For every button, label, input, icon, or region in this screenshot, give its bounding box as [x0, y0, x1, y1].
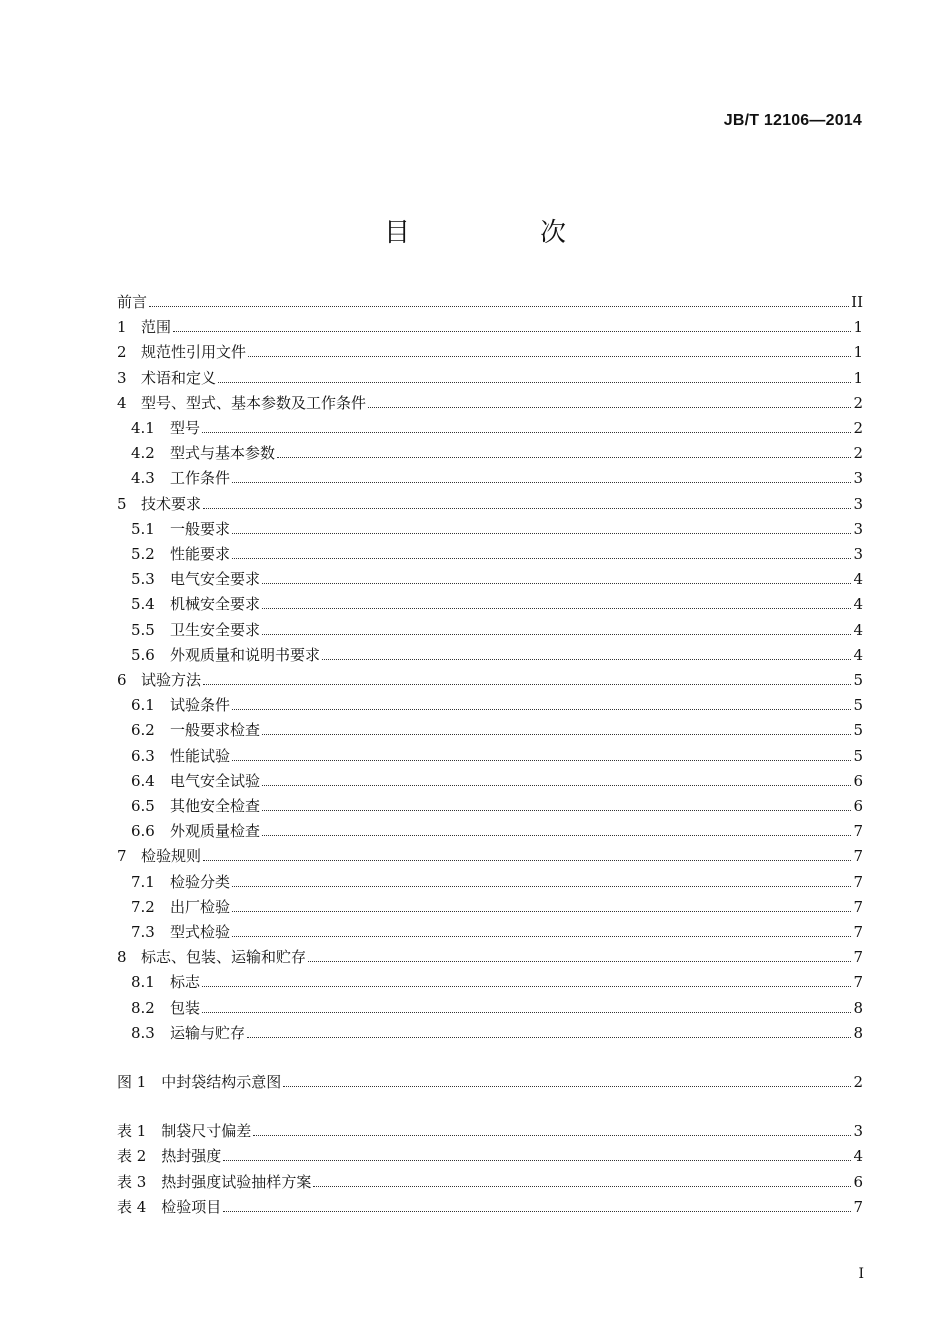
- entry-label: 标志、包装、运输和贮存: [141, 948, 307, 967]
- dot-leader: [248, 356, 851, 357]
- entry-label: 外观质量和说明书要求: [170, 645, 321, 664]
- entry-number: 5.4: [131, 595, 155, 614]
- entry-page-number: 5: [853, 696, 863, 715]
- toc-entry[interactable]: [117, 466, 863, 488]
- toc-entry[interactable]: [117, 844, 863, 866]
- toc-entry[interactable]: [117, 391, 863, 413]
- entry-page-number: 7: [853, 923, 863, 941]
- dot-leader: [232, 709, 851, 710]
- entry-number: 2: [117, 343, 127, 362]
- toc-entry[interactable]: [117, 643, 863, 665]
- entry-number: 5.2: [131, 545, 155, 563]
- entry-number: 1: [117, 318, 127, 337]
- entry-page-number: 3: [853, 494, 863, 513]
- dot-leader: [277, 457, 851, 458]
- entry-number: 4: [117, 393, 127, 412]
- entry-page-number: 2: [853, 393, 863, 412]
- entry-number: 6.2: [131, 721, 155, 740]
- entry-page-number: 4: [853, 595, 863, 614]
- entry-label: 一般要求检查: [170, 721, 261, 740]
- entry-page-number: 8: [853, 1023, 863, 1042]
- entry-label: 表 1 制袋尺寸偏差: [117, 1122, 252, 1141]
- dot-leader: [283, 1086, 851, 1087]
- entry-label: 型号、型式、基本参数及工作条件: [141, 393, 367, 412]
- entry-label: 试验方法: [141, 671, 202, 689]
- entry-label: 试验条件: [170, 696, 231, 715]
- entry-page-number: 1: [853, 318, 863, 337]
- toc-entry[interactable]: [117, 794, 863, 816]
- dot-leader: [262, 634, 851, 635]
- toc-entry[interactable]: [117, 340, 863, 362]
- dot-leader: [262, 734, 851, 735]
- dot-leader: [203, 684, 851, 685]
- entry-label: 外观质量检查: [170, 822, 261, 841]
- entry-number: 6.6: [131, 822, 155, 841]
- entry-page-number: 7: [853, 897, 863, 916]
- entry-page-number: 4: [853, 645, 863, 664]
- toc-entry[interactable]: [117, 315, 863, 337]
- entry-number: 6.3: [131, 746, 155, 765]
- entry-page-number: 4: [853, 620, 863, 639]
- entry-number: 6.5: [131, 797, 155, 815]
- entry-label: 包装: [170, 998, 201, 1017]
- table-entry[interactable]: [117, 1170, 863, 1192]
- entry-label: 技术要求: [141, 494, 202, 513]
- page-folio: I: [858, 1266, 864, 1282]
- entry-page-number: 7: [853, 1197, 863, 1216]
- entry-label: 型式检验: [170, 923, 231, 941]
- toc-entry[interactable]: [117, 996, 863, 1018]
- dot-leader: [218, 382, 851, 383]
- entry-label: 性能试验: [170, 746, 231, 765]
- entry-number: 6.4: [131, 771, 155, 790]
- toc-entry[interactable]: [117, 567, 863, 589]
- entry-number: 8: [117, 948, 127, 967]
- entry-page-number: 7: [853, 973, 863, 992]
- entry-page-number: 3: [853, 519, 863, 538]
- entry-label: 运输与贮存: [170, 1023, 246, 1042]
- entry-page-number: 6: [853, 797, 863, 815]
- entry-number: 6.1: [131, 696, 155, 715]
- entry-page-number: 6: [853, 1172, 863, 1191]
- entry-number: 5.1: [131, 519, 155, 538]
- toc-entry[interactable]: [117, 895, 863, 917]
- table-entry[interactable]: [117, 1144, 863, 1166]
- entry-page-number: 2: [853, 1073, 863, 1091]
- entry-label: 标志: [170, 973, 201, 992]
- entry-page-number: 7: [853, 847, 863, 866]
- toc-entry[interactable]: [117, 769, 863, 791]
- entry-label: 工作条件: [170, 469, 231, 488]
- entry-number: 4.3: [131, 469, 155, 488]
- page-title: 目 次: [383, 218, 618, 248]
- entry-page-number: 3: [853, 545, 863, 563]
- entry-page-number: 8: [853, 998, 863, 1017]
- entry-number: 7.1: [131, 872, 155, 891]
- entry-label: 范围: [141, 318, 172, 337]
- dot-leader: [223, 1211, 851, 1212]
- entry-page-number: 2: [853, 444, 863, 463]
- dot-leader: [202, 986, 851, 987]
- standard-number: JB/T 12106—2014: [723, 112, 862, 129]
- dot-leader: [202, 1012, 851, 1013]
- dot-leader: [262, 810, 851, 811]
- dot-leader: [322, 659, 851, 660]
- dot-leader: [232, 533, 851, 534]
- entry-page-number: 4: [853, 570, 863, 589]
- toc-entry[interactable]: [117, 517, 863, 539]
- toc-entry[interactable]: [117, 744, 863, 766]
- entry-page-number: 3: [853, 469, 863, 488]
- entry-label: 出厂检验: [170, 897, 231, 916]
- toc-entry[interactable]: [117, 693, 863, 715]
- toc-entry[interactable]: [117, 668, 863, 690]
- table-entry[interactable]: [117, 1119, 863, 1141]
- entry-label: 表 3 热封强度试验抽样方案: [117, 1172, 312, 1191]
- dot-leader: [173, 331, 851, 332]
- entry-label: 检验规则: [141, 847, 202, 866]
- entry-page-number: 1: [853, 368, 863, 387]
- toc-entry[interactable]: [117, 290, 863, 312]
- entry-label: 电气安全要求: [170, 570, 261, 589]
- entry-page-number: 4: [853, 1147, 863, 1166]
- entry-page-number: 1: [853, 343, 863, 362]
- entry-label: 图 1 中封袋结构示意图: [117, 1073, 282, 1091]
- toc-entry[interactable]: [117, 416, 863, 438]
- entry-label: 电气安全试验: [170, 771, 261, 790]
- dot-leader: [308, 961, 851, 962]
- dot-leader: [232, 936, 851, 937]
- figure-entry[interactable]: [117, 1070, 863, 1092]
- dot-leader: [232, 558, 851, 559]
- entry-label: 机械安全要求: [170, 595, 261, 614]
- entry-label: 型号: [170, 419, 201, 437]
- entry-label: 性能要求: [170, 545, 231, 563]
- dot-leader: [368, 407, 851, 408]
- entry-page-number: 7: [853, 872, 863, 891]
- toc-entry[interactable]: [117, 920, 863, 942]
- entry-number: 5.3: [131, 570, 155, 589]
- entry-page-number: II: [851, 293, 863, 311]
- dot-leader: [232, 482, 851, 483]
- dot-leader: [223, 1160, 851, 1161]
- toc-entry[interactable]: [117, 819, 863, 841]
- dot-leader: [262, 785, 851, 786]
- entry-label: 术语和定义: [141, 368, 217, 387]
- entry-label: 表 2 热封强度: [117, 1147, 222, 1166]
- entry-page-number: 7: [853, 948, 863, 967]
- entry-label: 卫生安全要求: [170, 620, 261, 639]
- entry-number: 7.3: [131, 923, 155, 941]
- dot-leader: [232, 911, 851, 912]
- toc-entry[interactable]: [117, 441, 863, 463]
- entry-page-number: 3: [853, 1122, 863, 1141]
- toc-entry[interactable]: [117, 618, 863, 640]
- entry-label: 前言: [117, 293, 148, 311]
- dot-leader: [247, 1037, 851, 1038]
- entry-label: 规范性引用文件: [141, 343, 247, 362]
- entry-label: 其他安全检查: [170, 797, 261, 815]
- dot-leader: [149, 306, 849, 307]
- dot-leader: [232, 886, 851, 887]
- dot-leader: [203, 860, 851, 861]
- entry-page-number: 5: [853, 746, 863, 765]
- entry-page-number: 5: [853, 721, 863, 740]
- table-entry[interactable]: [117, 1195, 863, 1217]
- entry-number: 7: [117, 847, 127, 866]
- dot-leader: [232, 760, 851, 761]
- dot-leader: [262, 608, 851, 609]
- dot-leader: [262, 835, 851, 836]
- entry-label: 表 4 检验项目: [117, 1197, 222, 1216]
- entry-number: 5.6: [131, 645, 155, 664]
- toc-entry[interactable]: [117, 870, 863, 892]
- entry-number: 5.5: [131, 620, 155, 639]
- toc-entry[interactable]: [117, 718, 863, 740]
- toc-entry[interactable]: [117, 492, 863, 514]
- entry-label: 检验分类: [170, 872, 231, 891]
- toc-entry[interactable]: [117, 1021, 863, 1043]
- toc-entry[interactable]: [117, 945, 863, 967]
- entry-number: 6: [117, 671, 127, 689]
- entry-number: 8.1: [131, 973, 155, 992]
- entry-number: 5: [117, 494, 127, 513]
- entry-number: 7.2: [131, 897, 155, 916]
- toc-entry[interactable]: [117, 366, 863, 388]
- entry-number: 4.1: [131, 419, 155, 437]
- entry-page-number: 7: [853, 822, 863, 841]
- dot-leader: [253, 1135, 851, 1136]
- dot-leader: [262, 583, 851, 584]
- dot-leader: [202, 432, 851, 433]
- entry-label: 一般要求: [170, 519, 231, 538]
- dot-leader: [203, 508, 851, 509]
- entry-number: 4.2: [131, 444, 155, 463]
- toc-entry[interactable]: [117, 592, 863, 614]
- toc-entry[interactable]: [117, 970, 863, 992]
- entry-page-number: 6: [853, 771, 863, 790]
- entry-number: 8.3: [131, 1023, 155, 1042]
- entry-page-number: 5: [853, 671, 863, 689]
- toc-entry[interactable]: [117, 542, 863, 564]
- entry-page-number: 2: [853, 419, 863, 437]
- entry-number: 3: [117, 368, 127, 387]
- entry-label: 型式与基本参数: [170, 444, 276, 463]
- entry-number: 8.2: [131, 998, 155, 1017]
- dot-leader: [313, 1186, 851, 1187]
